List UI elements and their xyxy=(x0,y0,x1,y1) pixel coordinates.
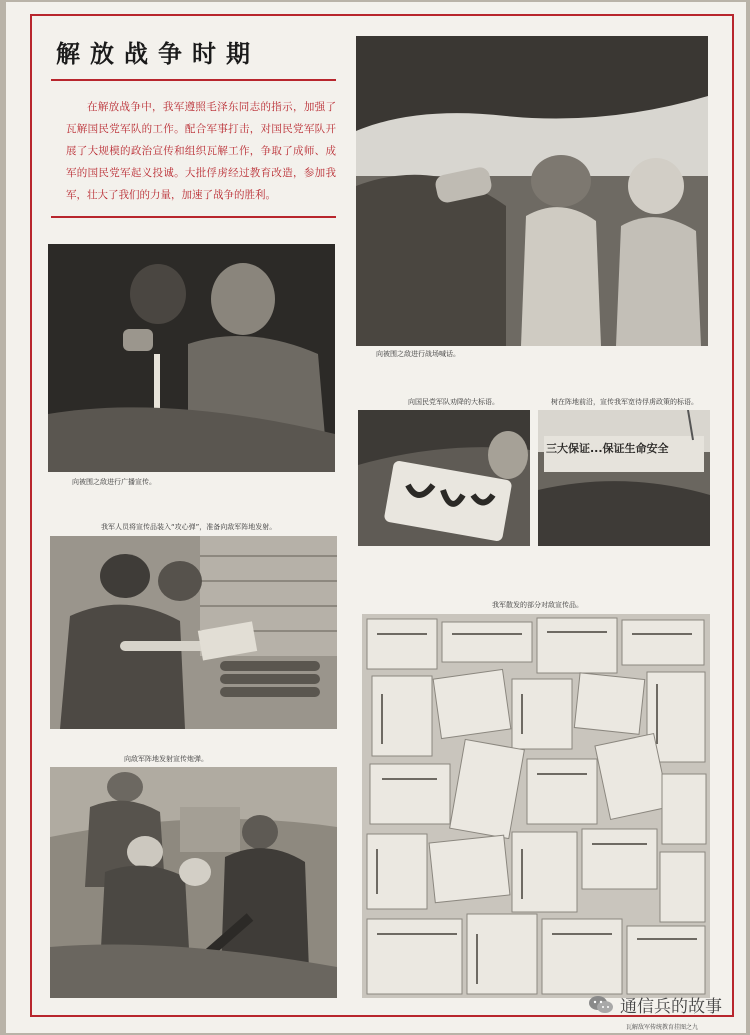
photo-loading-shells xyxy=(50,536,337,729)
watermark-text: 通信兵的故事 xyxy=(620,997,722,1017)
photo-firing-mortar xyxy=(50,767,337,998)
caption-leaflet-collage: 我军散发的部分对敌宣传品。 xyxy=(492,601,583,609)
photo-radio-broadcast xyxy=(48,244,335,472)
caption-firing-mortar: 向敌军阵地发射宣传炮弹。 xyxy=(124,755,208,763)
intro-paragraph: 在解放战争中，我军遵照毛泽东同志的指示，加强了瓦解国民党军队的工作。配合军事打击，对国民党军队开展了大规模的政治宣传和组织瓦解工作，争取了成师、成军的国民党军起义投诚。大批俘虏经过教育改造，参加我军，壮大了我们的力量，加速了战争的胜利。 xyxy=(66,101,336,201)
caption-trench-shouting: 向被围之敌进行战场喊话。 xyxy=(376,350,460,358)
title-divider xyxy=(51,79,336,81)
photo-leaflet-collage xyxy=(362,614,710,998)
caption-loading-shells: 我军人员将宣传品装入“攻心弹”，准备向敌军阵地发射。 xyxy=(101,523,277,531)
caption-policy-banner: 树在阵地前沿，宣传我军宽待俘虏政策的标语。 xyxy=(551,398,698,406)
page-title: 解放战争时期 xyxy=(56,40,260,68)
photo-policy-banner xyxy=(538,410,710,546)
wechat-icon xyxy=(588,994,614,1016)
photo-surrender-slogan xyxy=(358,410,530,546)
photo-trench-shouting xyxy=(356,36,708,346)
intro-divider xyxy=(51,216,336,218)
caption-radio-broadcast: 向被围之敌进行广播宣传。 xyxy=(72,478,156,486)
poster-footnote: 瓦解敌军传统教育挂图之九 xyxy=(626,1024,699,1031)
poster-sheet xyxy=(6,2,746,1033)
banner-slogan-text: 三大保证...保证生命安全 xyxy=(546,442,669,455)
wechat-watermark xyxy=(588,992,722,1017)
caption-surrender-slogan: 向国民党军队劝降的大标语。 xyxy=(408,398,499,406)
